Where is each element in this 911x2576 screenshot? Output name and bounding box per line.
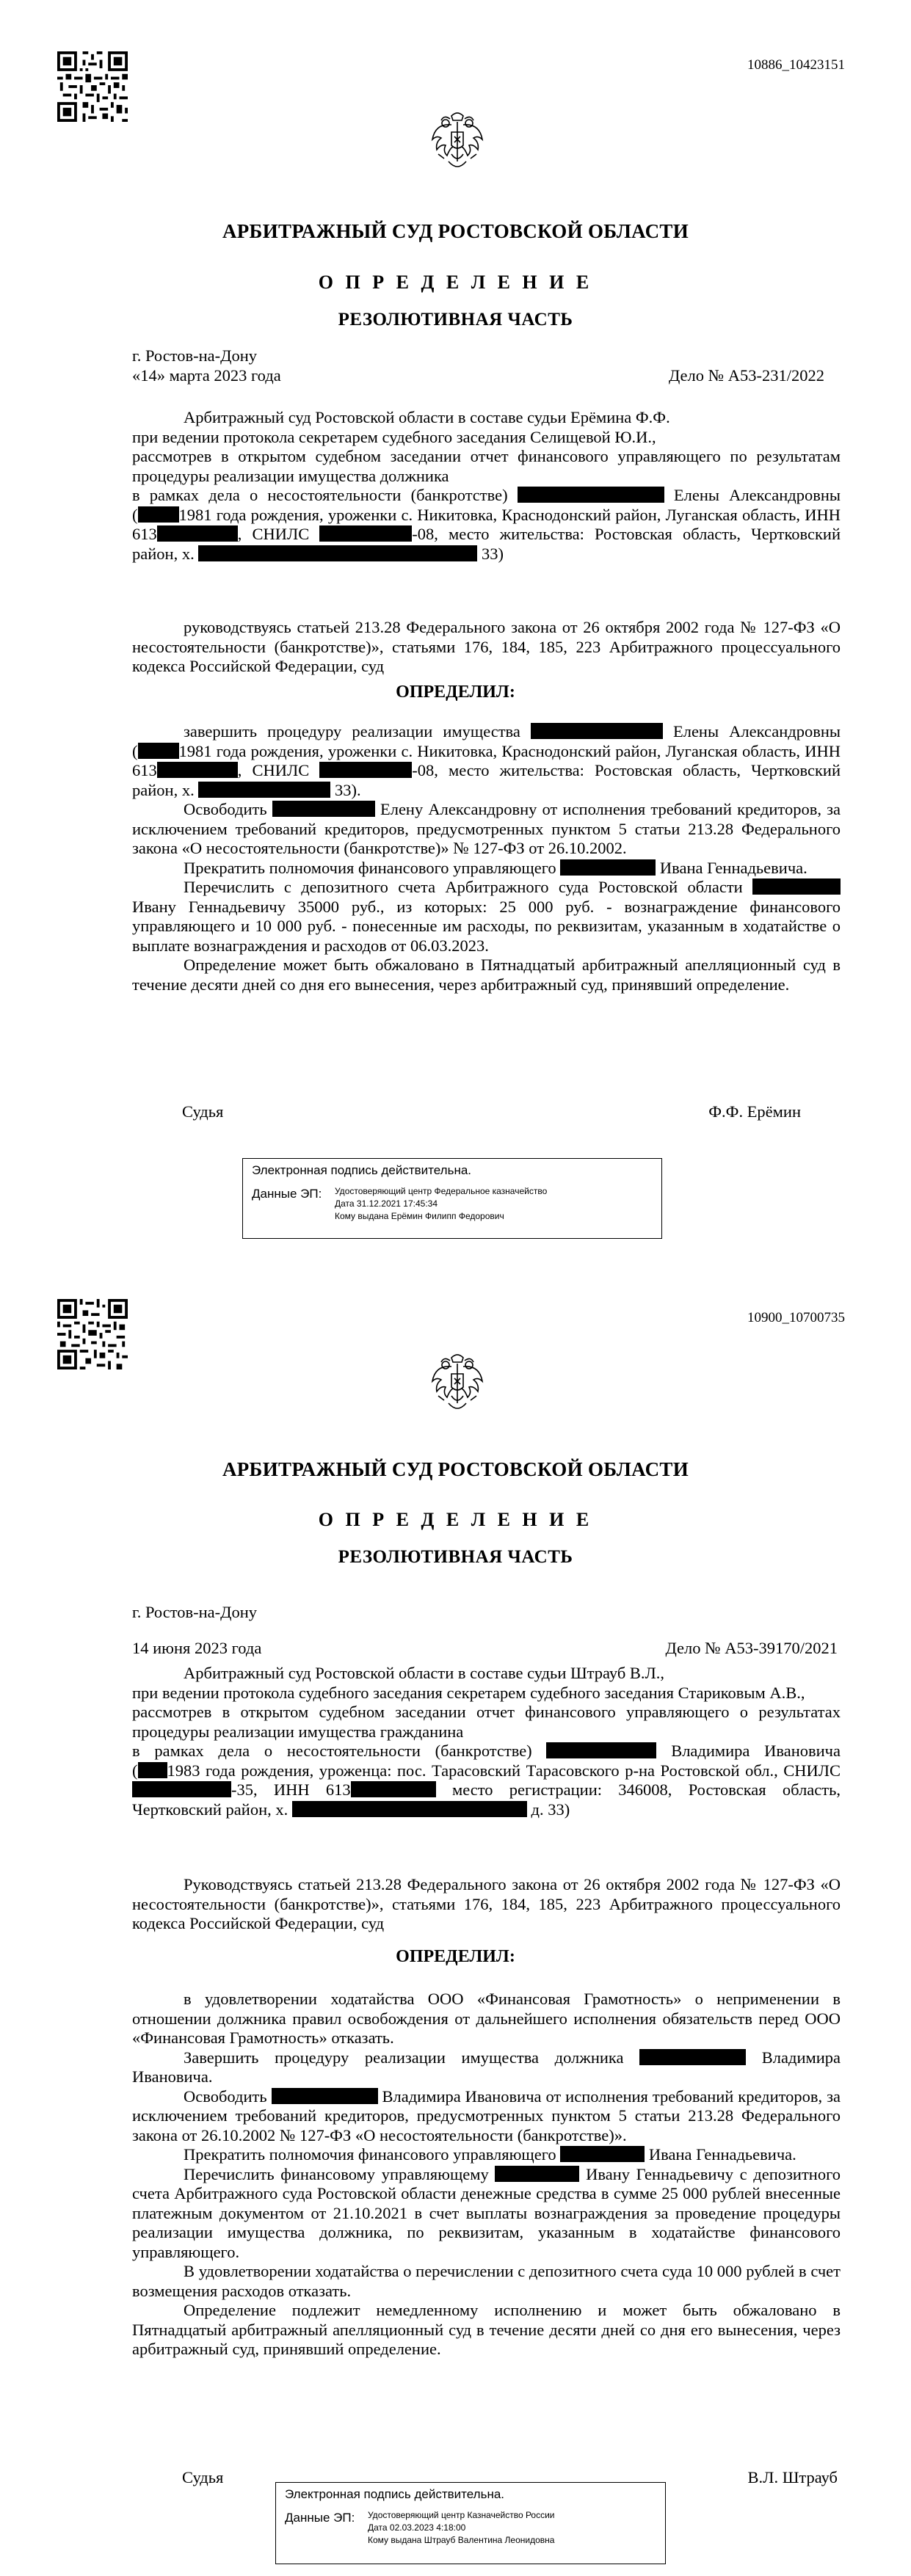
- redaction-bar: [560, 2146, 645, 2162]
- judge-label: Судья: [182, 1102, 224, 1121]
- operative-item: в удовлетворении ходатайства ООО «Финансовая Грамотность» о неприменении в отношении должника правил освобождения от дальнейшего исполнения обязательств перед ООО «Финансовая Грамотность» отказать.: [132, 1990, 841, 2047]
- legal-basis: Руководствуясь статьей 213.28 Федерального закона от 26 октября 2002 года № 127-ФЗ «О несостоятельности (банкротстве)», статьями 176, 184, 185, 223 Арбитражного процессуального кодекса Российской Федерации, суд: [132, 1875, 841, 1932]
- document-page-2: [0, 1288, 911, 2576]
- redaction-bar: [272, 801, 375, 817]
- document-heading: О П Р Е Д Е Л Е Н И Е: [318, 272, 593, 293]
- operative-item: ( 1981 года рождения, уроженки с. Никитовка, Краснодонский район, Луганская область, ИНН 613 , СНИЛС -08, место жительства: Ростовская область, Чертковский район, х. 33).: [132, 741, 841, 799]
- decided-heading: ОПРЕДЕЛИЛ:: [396, 683, 515, 702]
- signature-details: Удостоверяющий центр Казначейство России Дата 02.03.2023 4:18:00 Кому выдана Штрауб Валентина Леонидовна: [368, 2510, 555, 2545]
- legal-basis: руководствуясь статьей 213.28 Федерального закона от 26 октября 2002 года № 127-ФЗ «О несостоятельности (банкротстве)», статьями 176, 184, 185, 223 Арбитражного процессуального кодекса Российской Федерации, суд: [132, 618, 841, 675]
- coat-of-arms-icon: [429, 1352, 485, 1413]
- city: г. Ростов-на-Дону: [132, 1603, 258, 1621]
- intro-line: при ведении протокола судебного заседания секретарем судебного заседания Стариковым А.В.,: [132, 1683, 805, 1702]
- redaction-bar: [319, 525, 412, 542]
- redaction-bar: [495, 2166, 579, 2182]
- operative-part: [132, 1990, 841, 2359]
- redaction-bar: [639, 2049, 746, 2065]
- redaction-bar: [138, 743, 179, 759]
- operative-item: В удовлетворении ходатайства о перечислении с депозитного счета суда 10 000 рублей в счет возмещения расходов отказать.: [132, 2262, 841, 2300]
- court-name: АРБИТРАЖНЫЙ СУД РОСТОВСКОЙ ОБЛАСТИ: [222, 220, 689, 242]
- document-subheading: РЕЗОЛЮТИВНАЯ ЧАСТЬ: [338, 310, 573, 330]
- redaction-bar: [272, 2088, 378, 2104]
- redaction-bar: [560, 859, 656, 876]
- signature-valid: Электронная подпись действительна.: [252, 1163, 472, 1177]
- redaction-bar: [752, 878, 841, 895]
- redaction-bar: [138, 506, 179, 523]
- signature-label: Данные ЭП:: [252, 1187, 322, 1201]
- operative-item: Прекратить полномочия финансового управляющего Ивана Геннадьевича.: [184, 2145, 796, 2164]
- redaction-bar: [132, 1781, 231, 1797]
- redaction-bar: [138, 1762, 167, 1778]
- signature-valid: Электронная подпись действительна.: [285, 2487, 505, 2501]
- judge-label: Судья: [182, 2468, 224, 2486]
- intro-line: рассмотрев в открытом судебном заседании отчет финансового управляющего по результатам процедуры реализации имущества должника: [132, 447, 841, 485]
- decision-date: 14 июня 2023 года: [132, 1639, 262, 1657]
- judge-name: В.Л. Штрауб: [747, 2468, 838, 2486]
- redaction-bar: [518, 487, 664, 503]
- intro-line: в рамках дела о несостоятельности (банкротстве) Владимира Ивановича: [132, 1742, 841, 1760]
- redaction-bar: [292, 1801, 527, 1817]
- operative-item: завершить процедуру реализации имущества Елены Александровны: [184, 722, 841, 741]
- intro-line: при ведении протокола секретарем судебного заседания Селищевой Ю.И.,: [132, 427, 656, 446]
- operative-item: Освободить Владимира Ивановича от исполнения требований кредиторов, за исключением требований кредиторов, предусмотренных пунктом 5 статьи 213.28 Федерального закона от 26.10.2002 № 127-ФЗ «О несостоятельности (банкротстве)».: [132, 2086, 841, 2144]
- document-subheading: РЕЗОЛЮТИВНАЯ ЧАСТЬ: [338, 1547, 573, 1567]
- signature-details: Удостоверяющий центр Федеральное казначейство Дата 31.12.2021 17:45:34 Кому выдана Ерёмин Филипп Федорович: [335, 1186, 548, 1221]
- intro-line: рассмотрев в открытом судебном заседании отчет финансового управляющего о результатах процедуры реализации имущества гражданина: [132, 1703, 841, 1741]
- redaction-bar: [351, 1781, 436, 1797]
- intro-block: [132, 1664, 841, 1819]
- redaction-bar: [198, 782, 330, 798]
- signature-label: Данные ЭП:: [285, 2511, 355, 2525]
- redaction-bar: [319, 762, 412, 778]
- decided-heading: ОПРЕДЕЛИЛ:: [396, 1947, 515, 1966]
- case-number: Дело № А53-39170/2021: [665, 1639, 838, 1657]
- redaction-bar: [157, 762, 238, 778]
- coat-of-arms-icon: [429, 110, 485, 172]
- operative-item: Прекратить полномочия финансового управляющего Ивана Геннадьевича.: [184, 858, 807, 877]
- operative-item: Определение может быть обжаловано в Пятнадцатый арбитражный апелляционный суд в течение десяти дней со дня его вынесения, через арбитражный суд, принявший определение.: [132, 956, 841, 994]
- intro-line: в рамках дела о несостоятельности (банкротстве) Елены Александровны: [132, 486, 841, 504]
- city: г. Ростов-на-Дону: [132, 346, 258, 365]
- judge-name: Ф.Ф. Ерёмин: [708, 1102, 801, 1121]
- operative-item: Завершить процедуру реализации имущества должника Владимира Ивановича.: [132, 2048, 841, 2086]
- operative-part: [132, 722, 841, 994]
- redaction-bar: [157, 525, 238, 542]
- redaction-bar: [546, 1742, 656, 1758]
- intro-line: ( 1983 года рождения, уроженца: пос. Тарасовский Тарасовского р-на Ростовской обл., СНИЛС-35, ИНН 613 место регистрации: 346008, Ростовская область, Чертковский район, х. д. 33): [132, 1761, 841, 1819]
- decision-date: «14» марта 2023 года: [132, 366, 281, 385]
- document-id: 10886_10423151: [747, 57, 845, 73]
- intro-line: ( 1981 года рождения, уроженки с. Никитовка, Краснодонский район, Луганская область, ИНН 613 , СНИЛС -08, место жительства: Ростовская область, Чертковский район, х. 33): [132, 505, 841, 563]
- operative-item: Перечислить финансовому управляющему Ивану Геннадьевичу с депозитного счета Арбитражного суда Ростовской области денежные средства в сумме 25 000 рублей внесенные платежным документом от 21.10.2021 в счет выплаты вознаграждения за проведение процедуры реализации имущества должника, по реквизитам, указанным в ходатайстве финансового управляющего.: [132, 2164, 841, 2261]
- intro-line: Арбитражный суд Ростовской области в составе судьи Ерёмина Ф.Ф.: [184, 408, 670, 426]
- redaction-bar: [531, 723, 663, 739]
- redaction-bar: [198, 545, 477, 561]
- qr-code-icon: [57, 1299, 128, 1369]
- operative-item: Определение подлежит немедленному исполнению и может быть обжаловано в Пятнадцатый арбитражный апелляционный суд в течение десяти дней со дня его вынесения, через арбитражный суд, принявший определение.: [132, 2301, 841, 2358]
- case-number: Дело № А53-231/2022: [668, 366, 824, 385]
- qr-code-icon: [57, 51, 128, 122]
- document-id: 10900_10700735: [747, 1310, 845, 1325]
- operative-item: Перечислить с депозитного счета Арбитражного суда Ростовской области Ивану Геннадьевичу 35000 руб., из которых: 25 000 руб. - вознаграждение финансового управляющего и 10 000 руб. - понесенные им расходы, по реквизитам, указанным в ходатайстве о выплате вознаграждения и расходов от 06.03.2023.: [132, 878, 841, 955]
- court-name: АРБИТРАЖНЫЙ СУД РОСТОВСКОЙ ОБЛАСТИ: [222, 1458, 689, 1480]
- document-heading: О П Р Е Д Е Л Е Н И Е: [318, 1509, 593, 1530]
- intro-block: [132, 408, 841, 564]
- intro-line: Арбитражный суд Ростовской области в составе судьи Штрауб В.Л.,: [184, 1664, 665, 1682]
- e-signature-stamp: [275, 2482, 666, 2564]
- e-signature-stamp: [242, 1158, 662, 1239]
- operative-item: Освободить Елену Александровну от исполнения требований кредиторов, за исключением требований кредиторов, предусмотренных пунктом 5 статьи 213.28 Федерального закона «О несостоятельности (банкротстве)» № 127-ФЗ от 26.10.2002.: [132, 800, 841, 857]
